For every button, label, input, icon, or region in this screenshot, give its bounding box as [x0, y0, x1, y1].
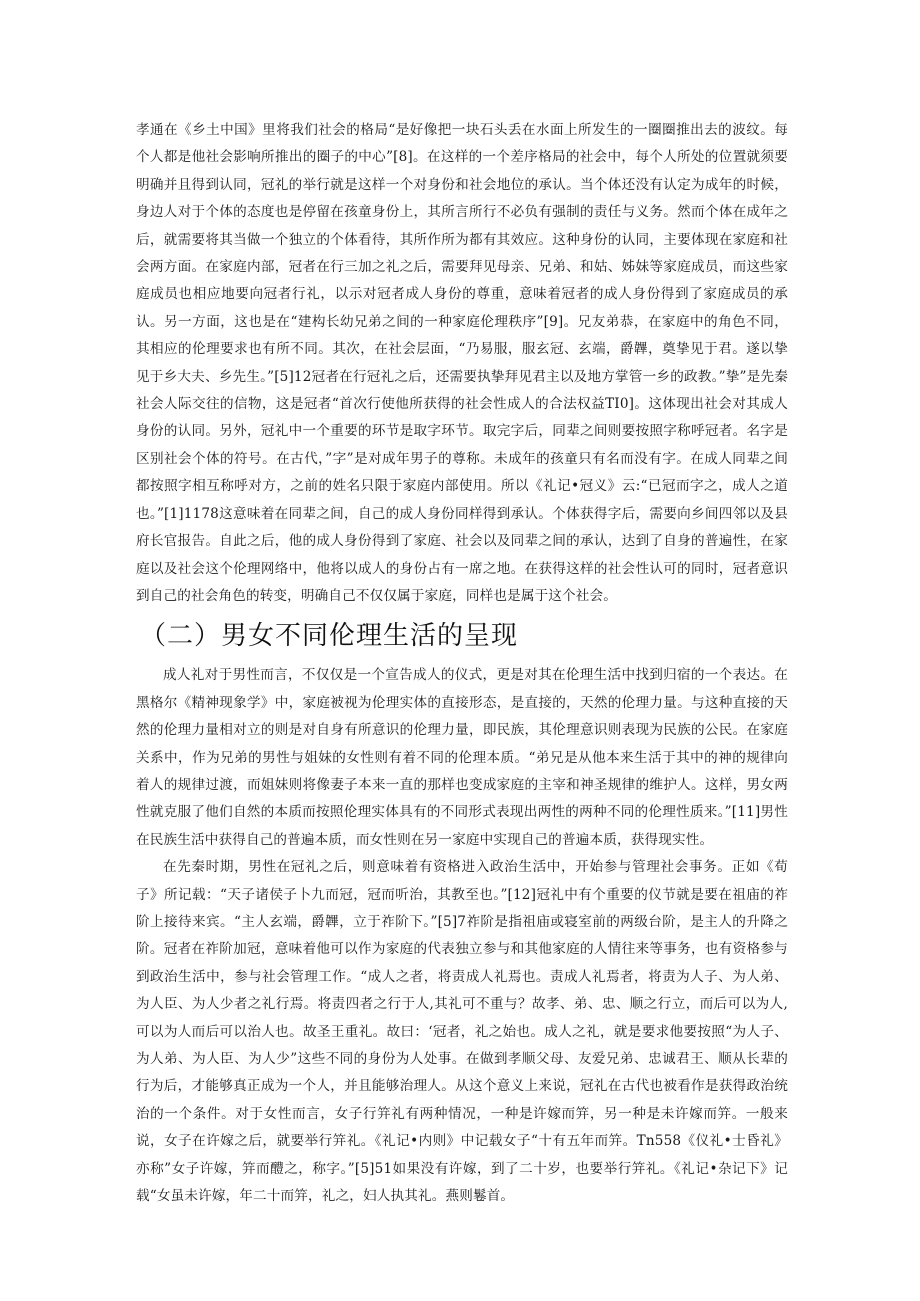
body-paragraph: 在先秦时期，男性在冠礼之后，则意味着有资格进入政治生活中，开始参与管理社会事务。正如《荀子》所记载：“天子诸侯子卜九而冠，冠而听治，其教至也。”[12]冠礼中有个重要的仪节就是要在祖庙的祚阶上接待来宾。“主人玄端，爵韠，立于祚阶下。”[5]7祚阶是指祖庙或寝室前的两级台阶，是主人的升降之阶。冠者在祚阶加冠，意味着他可以作为家庭的代表独立参与和其他家庭的人情往来等事务，也有资格参与到政治生活中，参与社会管理工作。“成人之者，将责成人礼焉也。责成人礼焉者，将责为人子、为人弟、为人臣、为人少者之礼行焉。将责四者之行于人,其礼可不重与？故孝、弟、忠、顺之行立，而后可以为人,可以为人而后可以治人也。故圣王重礼。故曰：‘冠者，礼之始也。成人之礼，就是要求他要按照“为人子、为人弟、为人臣、为人少”这些不同的身份为人处事。在做到孝顺父母、友爱兄弟、忠诚君王、顺从长辈的行为后，才能够真正成为一个人，并且能够治理人。从这个意义上来说，冠礼在古代也被看作是获得政治统治的一个条件。对于女性而言，女子行笄礼有两种情况，一种是许嫁而笄，另一种是未许嫁而笄。一般来说，女子在许嫁之后，就要举行笄礼。《礼记•内则》中记载女子“十有五年而笄。Tn558《仪礼•士昏礼》亦称”女子许嫁，笄而醴之，称字。”[5]51如果没有许嫁，到了二十岁，也要举行笄礼。《礼记•杂记下》记载“女虽未许嫁，年二十而笄，礼之，妇人执其礼。燕则鬈首。 [136, 859, 788, 1205]
text-column [136, 117, 788, 1210]
section-heading: （二）男女不同伦理生活的呈现 [140, 621, 519, 652]
body-paragraph: 成人礼对于男性而言，不仅仅是一个宣告成人的仪式，更是对其在伦理生活中找到归宿的一个表达。在黑格尔《精神现象学》中，家庭被视为伦理实体的直接形态，是直接的，天然的伦理力量。与这种直接的天然的伦理力量相对立的则是对自身有所意识的伦理力量，即民族，其伦理意识则表现为民族的公民。在家庭关系中，作为兄弟的男性与姐妹的女性则有着不同的伦理本质。“弟兄是从他本来生活于其中的神的规律向着人的规律过渡，而姐妹则将像妻子本来一直的那样也变成家庭的主宰和神圣规律的维护人。这样，男女两性就克服了他们自然的本质而按照伦理实体具有的不同形式表现出两性的两种不同的伦理性质来。”[11]男性在民族生活中获得自己的普遍本质，而女性则在另一家庭中实现自己的普遍本质，获得现实性。 [136, 667, 788, 848]
body-paragraph: 孝通在《乡土中国》里将我们社会的格局“是好像把一块石头丢在水面上所发生的一圈圈推出去的波纹。每个人都是他社会影响所推出的圈子的中心”[8]。在这样的一个差序格局的社会中，每个人所处的位置就须要明确并且得到认同，冠礼的举行就是这样一个对身份和社会地位的承认。当个体还没有认定为成年的时候，身边人对于个体的态度也是停留在孩童身份上，其所言所行不必负有强制的责任与义务。然而个体在成年之后，就需要将其当做一个独立的个体看待，其所作所为都有其效应。这种身份的认同，主要体现在家庭和社会两方面。在家庭内部，冠者在行三加之礼之后，需要拜见母亲、兄弟、和姑、姊妹等家庭成员，而这些家庭成员也相应地要向冠者行礼，以示对冠者成人身份的尊重，意味着冠者的成人身份得到了家庭成员的承认。另一方面，这也是在“建构长幼兄弟之间的一种家庭伦理秩序”[9]。兄友弟恭，在家庭中的角色不同，其相应的伦理要求也有所不同。其次，在社会层面，“乃易服，服玄冠、玄端，爵韠，奠挚见于君。遂以挚见于乡大夫、乡先生。”[5]12冠者在行冠礼之后，还需要执挚拜见君主以及地方掌管一乡的政教。”挚”是先秦社会人际交往的信物，这是冠者“首次行使他所获得的社会性成人的合法权益TI0]。这体现出社会对其成人身份的认同。另外，冠礼中一个重要的环节是取字环节。取完字后，同辈之间则要按照字称呼冠者。名字是区别社会个体的符号。在古代，”字”是对成年男子的尊称。未成年的孩童只有名而没有字。在成人同辈之间都按照字相互称呼对方，之前的姓名只限于家庭内部使用。所以《礼记•冠义》云:“已冠而字之，成人之道也。”[1]1178这意味着在同辈之间，自己的成人身份同样得到承认。个体获得字后，需要向乡间四邻以及县府长官报告。自此之后，他的成人身份得到了家庭、社会以及同辈之间的承认，达到了自身的普遍性，在家庭以及社会这个伦理网络中，他将以成人的身份占有一席之地。在获得这样的社会性认可的同时，冠者意识到自己的社会角色的转变，明确自己不仅仅属于家庭，同样也是属于这个社会。 [136, 122, 788, 604]
